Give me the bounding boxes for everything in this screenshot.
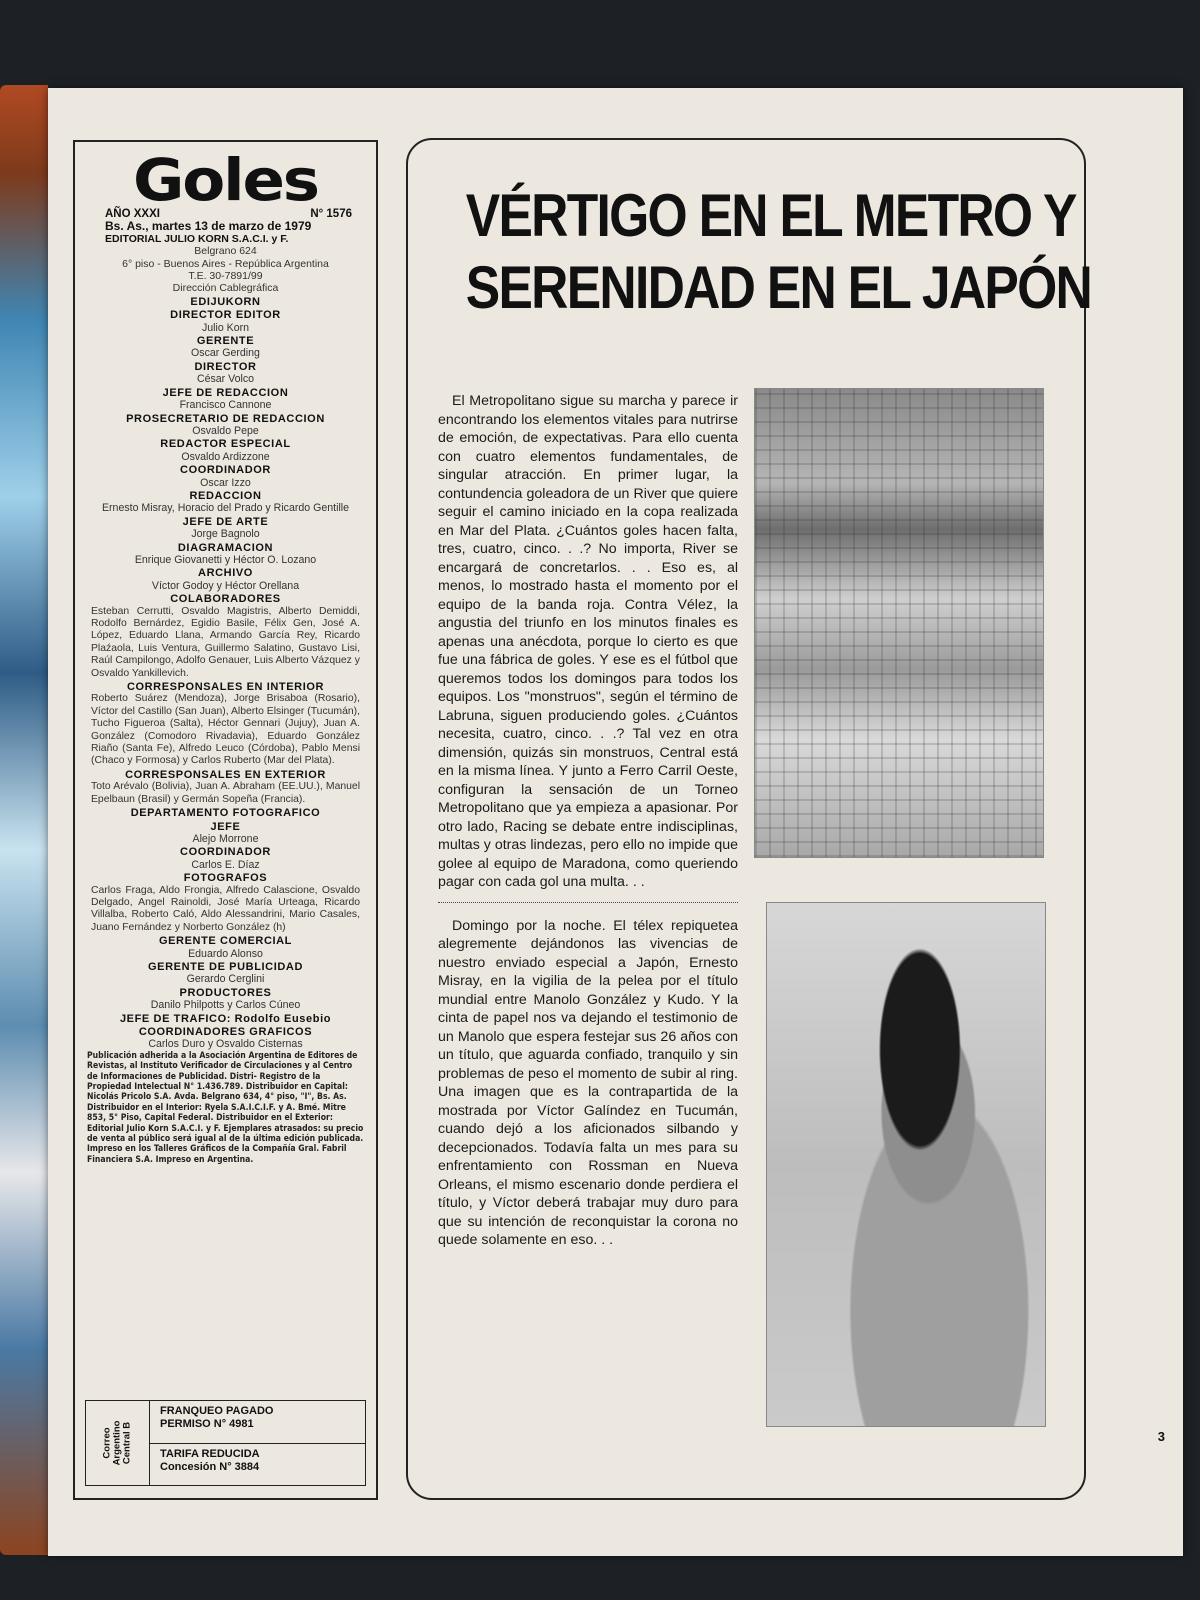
boxer-portrait-photo xyxy=(766,902,1046,1427)
headline-line-2: SERENIDAD EN EL JAPÓN xyxy=(465,254,1092,321)
staff-names: Osvaldo Pepe xyxy=(192,424,259,437)
postal-side-text: Correo Argentino Central B xyxy=(101,1420,133,1466)
staff-role: REDACCION xyxy=(189,489,262,502)
legal-notice: Publicación adherida a la Asociación Argentina de Editores de Revistas, al Instituto Verificador de Circulaciones y al Centro de Informaciones de Publicidad. Distri- Registro de la Propiedad Intelectual N° 1.436.789. Distribuidor en Capital: Nicolás Pricolo S.A. Avda. Belgrano 634, 4° piso, "I", Bs. As. Distribuidor en el Interior: Ryela S.A.I.C.I.F. y A. Bmé. Mitre 853, 5° Piso, Capital Federal. Distribuidor en el Exterior: Editorial Julio Korn S.A.C.I. y F. Ejemplares atrasados: su precio de venta al público será igual al de la última edición publicada. Impreso en los Talleres Gráficos de la Compañía Gral. Fabril Financiera S.A. Impreso en Argentina. xyxy=(87,1050,364,1165)
staff-names: Carlos E. Díaz xyxy=(191,858,260,871)
issue-number: N° 1576 xyxy=(310,208,352,220)
staff-names: Alejo Morrone xyxy=(192,832,259,845)
staff-role: DIAGRAMACION xyxy=(177,541,274,554)
staff-role: PRODUCTORES xyxy=(179,986,272,999)
staff-role: CORRESPONSALES EN EXTERIOR xyxy=(125,768,326,781)
headline-line-1: VÉRTIGO EN EL METRO Y xyxy=(465,182,1076,249)
staff-role: FOTOGRAFOS xyxy=(183,872,268,885)
staff-list xyxy=(85,309,366,1051)
staff-role: COLABORADORES xyxy=(170,593,281,606)
staff-names: Toto Arévalo (Bolivia), Juan A. Abraham (EE.UU.), Manuel Epelbaun (Brasil) y Germán Sopeña (Francia). xyxy=(91,781,360,805)
staff-role: GERENTE xyxy=(196,335,255,348)
staff-names: Osvaldo Ardizzone xyxy=(181,450,270,463)
tarifa-reducida: TARIFA REDUCIDA Concesión N° 3884 xyxy=(150,1443,365,1486)
goles-logo: Goles xyxy=(133,146,318,214)
staff-names: Gerardo Cerglini xyxy=(186,973,265,986)
address-line: 6° piso - Buenos Aires - República Argentina xyxy=(122,257,329,270)
address-line: Belgrano 624 xyxy=(194,245,257,258)
staff-names: Danilo Philpotts y Carlos Cúneo xyxy=(150,999,301,1012)
staff-names: Carlos Fraga, Aldo Frongia, Alfredo Calascione, Osvaldo Delgado, Angel Rainoldi, José María Urteaga, Ricardo Villalba, Roberto Caló, Aldo Alessandrini, Mario Casales, Juano Fernández y Norberto González (h) xyxy=(91,884,360,933)
masthead-box xyxy=(73,140,378,1500)
staff-role: PROSECRETARIO DE REDACCION xyxy=(126,412,325,425)
staff-role: DIRECTOR EDITOR xyxy=(170,309,281,322)
postal-box xyxy=(85,1400,366,1486)
staff-names: Víctor Godoy y Héctor Orellana xyxy=(151,579,300,592)
staff-role: COORDINADORES GRAFICOS xyxy=(138,1026,313,1038)
article-paragraph-1: El Metropolitano sigue su marcha y parece ir encontrando los elementos vitales para nutrirse de emoción, de expectativas. Para ello cuenta con cuatro elementos fundamentales, de singular atracción. En primer lugar, la contundencia goleadora de un River que quiere seguir el camino iniciado en la copa realizada en Mar del Plata. ¿Cuántos goles hacen falta, tres, cuatro, cinco. . .? No importa, River se encargará de concretarlos. . . Eso es, al menos, lo mostrado hasta el momento por el equipo de la banda roja. Contra Vélez, la angustia del triunfo en los minutos finales es apenas una anécdota, porque lo cierto es que fue una fábrica de goles. Y ese es el fútbol que queremos todos los domingos para todos los equipos. Los "monstruos", según el término de Labruna, siguen produciendo goles. ¿Cuántos necesita, cuatro, cinco. . .? Tal vez en otra dimensión, quizás sin monstruos, Central está en la misma línea. Y junto a Ferro Carril Oeste, configuran la sensación de un Torneo Metropolitano que ya empieza a apasionar. Por otro lado, Racing se debate entre indisciplinas, multas y otras lindezas, pero ello no impide que golee al equipo de Maradona, como queriendo pagar con cada gol una multa. . . xyxy=(438,393,738,890)
dotted-separator xyxy=(438,902,738,903)
magazine-page xyxy=(48,88,1183,1556)
staff-role: DIRECTOR xyxy=(194,360,257,373)
staff-role: ARCHIVO xyxy=(198,567,253,580)
staff-role: CORRESPONSALES EN INTERIOR xyxy=(126,681,325,694)
article-body xyxy=(438,392,738,1250)
issue-year: AÑO XXXI xyxy=(105,208,160,220)
issue-date: Bs. As., martes 13 de marzo de 1979 xyxy=(105,219,312,234)
page-number: 3 xyxy=(1157,1429,1165,1444)
staff-names: Francisco Cannone xyxy=(179,399,272,412)
staff-role: COORDINADOR xyxy=(180,846,271,859)
staff-role: DEPARTAMENTO FOTOGRAFICO xyxy=(130,807,321,820)
postal-main xyxy=(150,1401,365,1485)
staff-names: Ernesto Misray, Horacio del Prado y Ricardo Gentille xyxy=(101,502,350,515)
staff-names: Oscar Izzo xyxy=(200,476,251,489)
postal-side xyxy=(86,1401,150,1485)
staff-names: Jorge Bagnolo xyxy=(191,528,260,541)
staff-names: Oscar Gerding xyxy=(191,347,260,360)
staff-names: Eduardo Alonso xyxy=(188,947,263,960)
staff-names: Enrique Giovanetti y Héctor O. Lozano xyxy=(134,553,317,566)
address-line: Dirección Cablegráfica xyxy=(172,282,279,295)
staff-names: César Volco xyxy=(196,373,255,386)
football-match-photo xyxy=(754,388,1044,858)
staff-role: JEFE DE TRAFICO: Rodolfo Eusebio xyxy=(119,1012,332,1025)
article-paragraph-2: Domingo por la noche. El télex repiquetea alegremente dejándonos las vivencias de nuestro enviado especial a Japón, Ernesto Misray, en la vigilia de la pelea por el título mundial entre Manolo González y Kudo. Y la cinta de papel nos va dejando el testimonio de un Manolo que espera festejar sus 26 años con un título, que aguarda confiado, tranquilo y sin problemas de peso el momento de subir al ring. Una imagen que es la contrapartida de la mostrada por Víctor Galíndez en Tucumán, cuando dejó a los aficionados silbando y decepcionados. Todavía falta un mes para su enfrentamiento con Rossman en Nueva Orleans, el mismo escenario donde perdiera el título, y Víctor deberá trabajar muy duro para que su intención de reconquistar la corona no quede solamente en eso. . . xyxy=(438,917,738,1248)
staff-role: COORDINADOR xyxy=(180,464,271,477)
address-line: T.E. 30-7891/99 xyxy=(188,270,263,283)
article-headline xyxy=(465,180,1092,324)
franqueo-pagado: FRANQUEO PAGADO PERMISO N° 4981 xyxy=(160,1405,274,1430)
staff-role: JEFE xyxy=(210,820,241,833)
staff-names: Julio Korn xyxy=(201,321,250,334)
article-frame xyxy=(406,138,1092,1500)
staff-role: GERENTE DE PUBLICIDAD xyxy=(148,960,303,973)
staff-names: Roberto Suárez (Mendoza), Jorge Brisaboa (Rosario), Víctor del Castillo (San Juan), Alberto Elsinger (Tucumán), Tucho Figueroa (Salta), Héctor Gennari (Jujuy), Juan A. González (Comodoro Rivadavia), Eduardo González Riaño (Santa Fe), Alfredo Leuco (Córdoba), Pablo Mensi (Chaco y Formosa) y Carlos Ruberto (Mar del Plata). xyxy=(91,693,360,767)
staff-role: JEFE DE ARTE xyxy=(182,515,269,528)
publisher: EDITORIAL JULIO KORN S.A.C.I. y F. xyxy=(105,232,289,245)
staff-role: REDACTOR ESPECIAL xyxy=(160,438,291,451)
adjacent-page-edge xyxy=(0,85,48,1555)
staff-role: JEFE DE REDACCION xyxy=(162,386,289,399)
staff-role: GERENTE COMERCIAL xyxy=(158,935,293,948)
cable-address: EDIJUKORN xyxy=(190,295,261,308)
staff-names: Carlos Duro y Osvaldo Cisternas xyxy=(148,1038,303,1051)
staff-names: Esteban Cerrutti, Osvaldo Magistris, Alberto Demiddi, Rodolfo Bernárdez, Egidio Basile, Félix Gen, José A. López, Eduardo Llana, Armando García Rey, Ricardo Plaźaola, Luis Ventura, Guillermo Salatino, Gustavo Lisi, Raúl Campilongo, Adolfo Genauer, Luis Alberto Vázquez y Osvaldo Yankillevich. xyxy=(91,605,360,679)
